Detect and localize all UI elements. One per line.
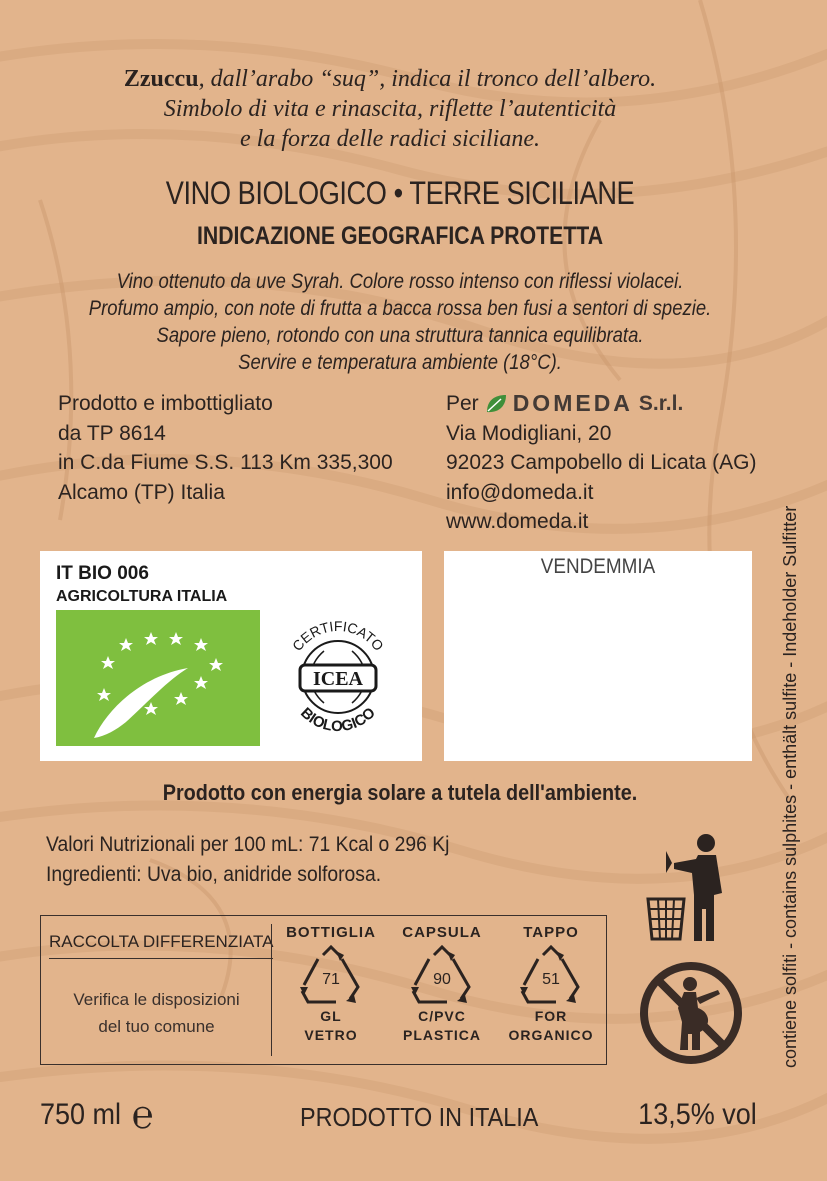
distributor-suffix: S.r.l.	[638, 392, 684, 415]
recycle-code: 90	[433, 971, 451, 988]
ingredients: Ingredienti: Uva bio, anidride solforosa.	[46, 863, 382, 886]
country-of-origin: PRODOTTO IN ITALIA	[300, 1102, 539, 1132]
description-line: Profumo ampio, con note di frutta a bacca rossa ben fusi a sentori di spezie.	[88, 297, 712, 320]
svg-text:CERTIFICATO	[289, 618, 387, 654]
producer-address	[58, 389, 393, 507]
recycle-code: 71	[322, 971, 340, 988]
per-label: Per	[446, 392, 479, 415]
bin-disposal-icon	[644, 833, 734, 945]
recycle-triangle-icon	[296, 945, 366, 1007]
igp-subtitle: INDICAZIONE GEOGRAFICA PROTETTA	[196, 222, 604, 250]
recycle-material-code: GL	[320, 1008, 342, 1024]
wine-category-title: VINO BIOLOGICO • TERRE SICILIANE	[165, 175, 635, 211]
recycle-item-capsule	[387, 924, 497, 1045]
recycling-note	[49, 986, 264, 1040]
distributor-block	[446, 389, 757, 537]
seal-top-text: CERTIFICATO	[288, 617, 388, 654]
alcohol-content: 13,5% vol	[638, 1098, 757, 1131]
leaf-icon	[485, 394, 507, 414]
distributor-address-line: 92023 Campobello di Licata (AG)	[446, 451, 757, 474]
seal-bottom-text: BIOLOGICO	[297, 704, 379, 736]
recycle-item-head: BOTTIGLIA	[286, 924, 376, 941]
recycle-material-code: C/PVC	[418, 1008, 466, 1024]
distributor-email[interactable]: info@domeda.it	[446, 480, 594, 504]
estimate-mark: ℮	[131, 1092, 154, 1137]
description-line: Vino ottenuto da uve Syrah. Colore rosso intenso con riflessi violacei.	[116, 270, 684, 293]
recycle-material-name: ORGANICO	[508, 1027, 594, 1043]
volume-block	[40, 1092, 154, 1137]
solar-energy-note: Prodotto con energia solare a tutela dell'ambiente.	[162, 780, 638, 805]
distributor-address-line: Via Modigliani, 20	[446, 421, 612, 445]
producer-line: Prodotto e imbottigliato	[58, 392, 273, 415]
vintage-box	[444, 551, 752, 761]
organic-certification-box	[40, 551, 422, 761]
producer-line: in C.da Fiume S.S. 113 Km 335,300	[58, 451, 393, 474]
recycle-item-bottle	[276, 924, 386, 1045]
recycle-item-cork	[496, 924, 606, 1045]
no-pregnancy-alcohol-icon	[638, 960, 744, 1066]
description-line: Servire e temperatura ambiente (18°C).	[238, 351, 562, 374]
volume: 750 ml	[40, 1098, 122, 1131]
producer-line: da TP 8614	[58, 421, 166, 445]
recycling-panel	[40, 915, 607, 1065]
seal-mid-text: ICEA	[312, 668, 364, 690]
brand-story	[40, 64, 740, 154]
svg-text:BIOLOGICO	[297, 704, 379, 735]
recycling-title: RACCOLTA DIFFERENZIATA	[49, 932, 273, 959]
recycle-item-head: TAPPO	[523, 924, 579, 941]
bio-origin: AGRICOLTURA ITALIA	[56, 588, 228, 605]
vintage-label: VENDEMMIA	[540, 555, 656, 578]
icea-seal-icon	[272, 611, 404, 743]
distributor-website[interactable]: www.domeda.it	[446, 510, 589, 533]
eu-organic-leaf-icon	[56, 610, 260, 746]
wine-name: Zzuccu	[123, 66, 199, 92]
recycling-note-line: Verifica le disposizioni	[73, 990, 240, 1009]
sulphites-notice: contiene solfiti - contains sulphites - enthält sulfite - Indeholder Sulfitter	[780, 505, 800, 1068]
intro-line-2: Simbolo di vita e rinascita, riflette l’autenticità	[163, 96, 617, 122]
recycle-material-name: VETRO	[304, 1027, 358, 1043]
distributor-brand: DOMEDA	[512, 390, 633, 416]
recycling-divider	[271, 924, 272, 1056]
intro-line-3: e la forza delle radici siciliane.	[240, 126, 540, 152]
recycle-triangle-icon	[407, 945, 477, 1007]
bio-code: IT BIO 006	[56, 563, 149, 584]
recycle-code: 51	[542, 971, 560, 988]
nutrition-info	[46, 830, 449, 890]
recycling-note-line: del tuo comune	[98, 1017, 215, 1036]
tasting-description	[74, 268, 725, 376]
recycle-item-head: CAPSULA	[402, 924, 482, 941]
distributor-logo-line	[446, 389, 757, 419]
intro-line-1: , dall’arabo “suq”, indica il tronco dell’albero.	[198, 66, 657, 92]
recycle-triangle-icon	[516, 945, 586, 1007]
nutrition-values: Valori Nutrizionali per 100 mL: 71 Kcal o 296 Kj	[46, 833, 450, 856]
recycle-material-code: FOR	[534, 1008, 568, 1024]
recycle-material-name: PLASTICA	[403, 1027, 481, 1043]
producer-line: Alcamo (TP) Italia	[58, 480, 225, 504]
description-line: Sapore pieno, rotondo con una struttura tannica equilibrata.	[156, 324, 644, 347]
